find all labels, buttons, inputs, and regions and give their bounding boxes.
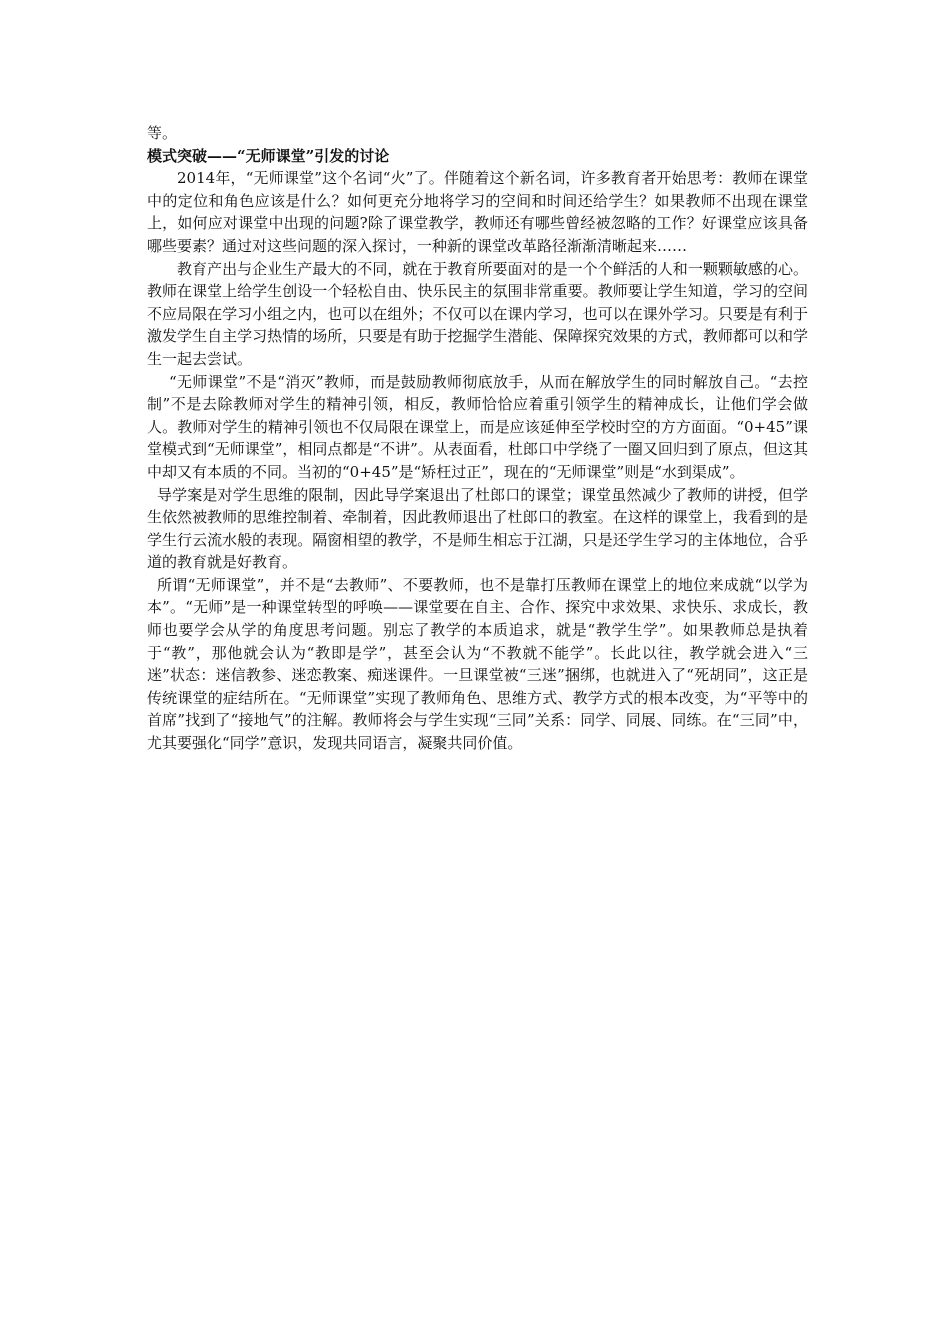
section-heading: 模式突破——“无师课堂”引发的讨论 xyxy=(147,146,390,165)
paragraph-so-called: 所谓“无师课堂”，并不是“去教师”、不要教师，也不是靠打压教师在课堂上的地位来成就“以学为本”。“无师”是一种课堂转型的呼唤——课堂要在自主、合作、探究中求效果、求快乐、求成长，教师也要学会从学的角度思考问题。别忘了教学的本质追求，就是“教学生学”。如果教师总是执着于“教”，那他就会认为“教即是学”，甚至会认为“不教就不能学”。长此以往，教学就会进入“三迷”状态：迷信教参、迷恋教案、痴迷课件。一旦课堂被“三迷”捆绑，也就进入了“死胡同”，这正是传统课堂的症结所在。“无师课堂”实现了教师角色、思维方式、教学方式的根本改变，为“平等中的首席”找到了“接地气”的注解。教师将会与学生实现“三同”关系：同学、同展、同练。在“三同”中，尤其要强化“同学”意识，发现共同语言，凝聚共同价值。 xyxy=(147,575,808,753)
paragraph-intro: 2014年，“无师课堂”这个名词“火”了。伴随着这个新名词，许多教育者开始思考：教师在课堂中的定位和角色应该是什么？如何更充分地将学习的空间和时间还给学生？如果教师不出现在课堂上，如何应对课堂中出现的问题?除了课堂教学，教师还有哪些曾经被忽略的工作？好课堂应该具备哪些要素？通过对这些问题的深入探讨，一种新的课堂改革路径渐渐清晰起来…… xyxy=(147,169,808,255)
paragraph-guided-study-plan: 导学案是对学生思维的限制，因此导学案退出了杜郎口的课堂；课堂虽然减少了教师的讲授，但学生依然被教师的思维控制着、牵制着，因此教师退出了杜郎口的教室。在这样的课堂上，我看到的是学生行云流水般的表现。隔窗相望的教学，不是师生相忘于江湖，只是还学生学习的主体地位，合乎道的教育就是好教育。 xyxy=(147,485,808,572)
paragraph-no-teacher-class: “无师课堂”不是“消灭”教师，而是鼓励教师彻底放手，从而在解放学生的同时解放自己。“去控制”不是去除教师对学生的精神引领，相反，教师恰恰应着重引领学生的精神成长，让他们学会做人。教师对学生的精神引领也不仅局限在课堂上，而是应该延伸至学校时空的方方面面。“0+45”课堂模式到“无师课堂”，相同点都是“不讲”。从表面看，杜郎口中学绕了一圈又回归到了原点，但这其中却又有本质的不同。当初的“0+45”是“矫枉过正”，现在的“无师课堂”则是“水到渠成”。 xyxy=(147,372,808,481)
document-body xyxy=(147,122,808,755)
continuation-paragraph: 等。 xyxy=(147,124,178,142)
paragraph-education-output: 教育产出与企业生产最大的不同，就在于教育所要面对的是一个个鲜活的人和一颗颗敏感的心。教师在课堂上给学生创设一个轻松自由、快乐民主的氛围非常重要。教师要让学生知道，学习的空间不应局限在学习小组之内，也可以在组外；不仅可以在课内学习，也可以在课外学习。只要是有利于激发学生自主学习热情的场所，只要是有助于挖掘学生潜能、保障探究效果的方式，教师都可以和学生一起去尝试。 xyxy=(147,259,808,368)
